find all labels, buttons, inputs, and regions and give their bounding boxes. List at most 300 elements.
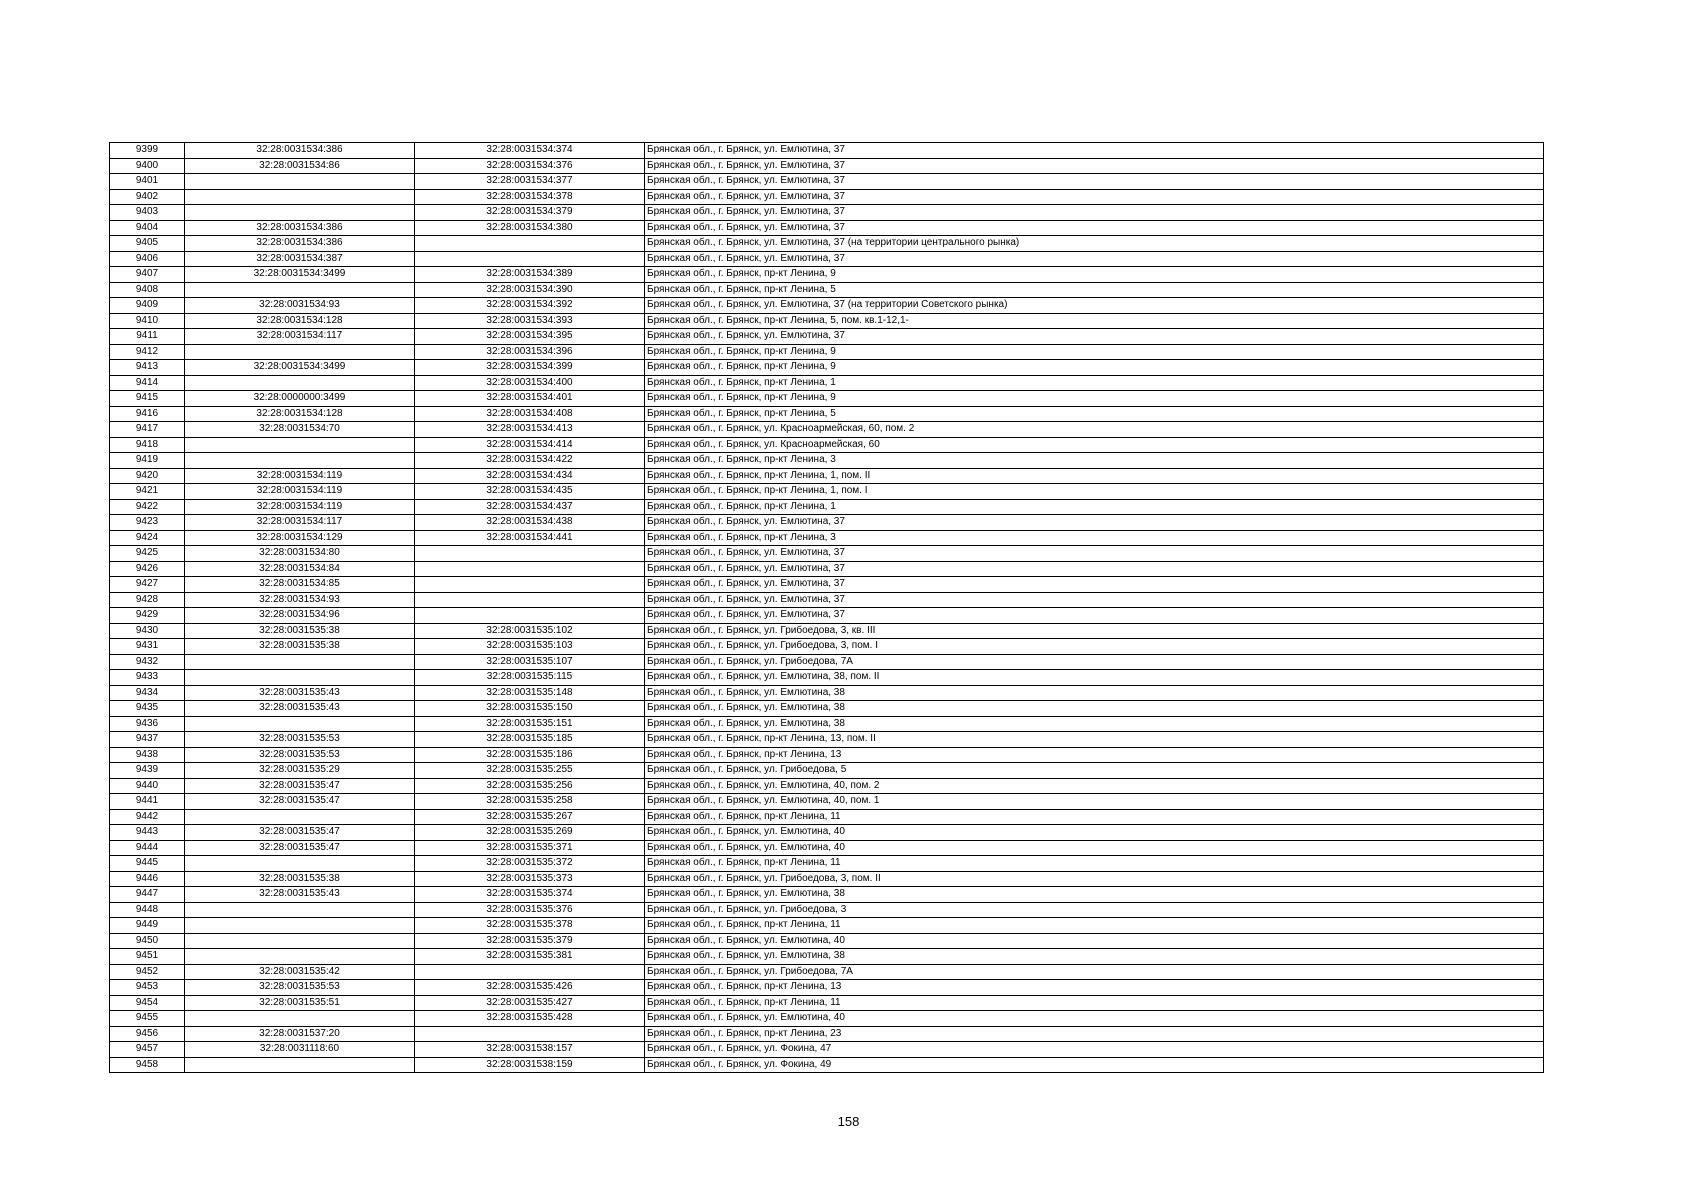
table-row: [110, 763, 1544, 779]
page-number: 158: [837, 1114, 860, 1129]
address-cell: Брянская обл., г. Брянск, ул. Емлютина, 37: [645, 158, 1544, 174]
row-number-cell: 9414: [110, 375, 185, 391]
object-cadastral-number-cell: 32:28:0031535:148: [415, 685, 645, 701]
table-row: [110, 623, 1544, 639]
address-cell: Брянская обл., г. Брянск, пр-кт Ленина, 5, пом. кв.1-12,1-: [645, 313, 1544, 329]
row-number-cell: 9433: [110, 670, 185, 686]
row-number-cell: 9406: [110, 251, 185, 267]
table-row: [110, 344, 1544, 360]
object-cadastral-number-cell: 32:28:0031534:434: [415, 468, 645, 484]
object-cadastral-number-cell: 32:28:0031535:150: [415, 701, 645, 717]
object-cadastral-number-cell: 32:28:0031538:159: [415, 1057, 645, 1073]
cadastral-number-cell: 32:28:0031118:60: [185, 1042, 415, 1058]
table-row: [110, 670, 1544, 686]
address-cell: Брянская обл., г. Брянск, ул. Емлютина, 40, пом. 2: [645, 778, 1544, 794]
object-cadastral-number-cell: 32:28:0031535:373: [415, 871, 645, 887]
row-number-cell: 9419: [110, 453, 185, 469]
row-number-cell: 9437: [110, 732, 185, 748]
address-cell: Брянская обл., г. Брянск, ул. Емлютина, 38: [645, 701, 1544, 717]
address-cell: Брянская обл., г. Брянск, пр-кт Ленина, 1, пом. I: [645, 484, 1544, 500]
address-cell: Брянская обл., г. Брянск, ул. Емлютина, 38: [645, 685, 1544, 701]
object-cadastral-number-cell: 32:28:0031538:157: [415, 1042, 645, 1058]
address-cell: Брянская обл., г. Брянск, ул. Грибоедова, 7А: [645, 964, 1544, 980]
address-cell: Брянская обл., г. Брянск, ул. Грибоедова, 3, кв. III: [645, 623, 1544, 639]
address-cell: Брянская обл., г. Брянск, ул. Емлютина, 38: [645, 887, 1544, 903]
row-number-cell: 9415: [110, 391, 185, 407]
cadastral-number-cell: [185, 205, 415, 221]
object-cadastral-number-cell: 32:28:0031535:186: [415, 747, 645, 763]
cadastral-number-cell: [185, 902, 415, 918]
address-cell: Брянская обл., г. Брянск, ул. Емлютина, 37: [645, 143, 1544, 159]
address-cell: Брянская обл., г. Брянск, ул. Емлютина, 37: [645, 189, 1544, 205]
object-cadastral-number-cell: 32:28:0031534:377: [415, 174, 645, 190]
row-number-cell: 9402: [110, 189, 185, 205]
table-row: [110, 499, 1544, 515]
table-row: [110, 360, 1544, 376]
row-number-cell: 9438: [110, 747, 185, 763]
row-number-cell: 9449: [110, 918, 185, 934]
object-cadastral-number-cell: 32:28:0031534:399: [415, 360, 645, 376]
object-cadastral-number-cell: [415, 561, 645, 577]
cadastral-number-cell: 32:28:0031535:53: [185, 732, 415, 748]
address-cell: Брянская обл., г. Брянск, ул. Емлютина, 37 (на территории центрального рынка): [645, 236, 1544, 252]
cadastral-number-cell: 32:28:0031534:93: [185, 298, 415, 314]
table-row: [110, 561, 1544, 577]
table-row: [110, 267, 1544, 283]
cadastral-number-cell: [185, 453, 415, 469]
address-cell: Брянская обл., г. Брянск, пр-кт Ленина, 1: [645, 375, 1544, 391]
object-cadastral-number-cell: 32:28:0031535:381: [415, 949, 645, 965]
object-cadastral-number-cell: 32:28:0031535:427: [415, 995, 645, 1011]
object-cadastral-number-cell: [415, 251, 645, 267]
table-row: [110, 515, 1544, 531]
object-cadastral-number-cell: 32:28:0031535:102: [415, 623, 645, 639]
row-number-cell: 9439: [110, 763, 185, 779]
table-row: [110, 840, 1544, 856]
row-number-cell: 9458: [110, 1057, 185, 1073]
cadastral-number-cell: 32:28:0031534:70: [185, 422, 415, 438]
object-cadastral-number-cell: 32:28:0031535:428: [415, 1011, 645, 1027]
cadastral-number-cell: 32:28:0031534:85: [185, 577, 415, 593]
row-number-cell: 9425: [110, 546, 185, 562]
cadastral-number-cell: 32:28:0031534:119: [185, 499, 415, 515]
row-number-cell: 9452: [110, 964, 185, 980]
table-row: [110, 995, 1544, 1011]
object-cadastral-number-cell: 32:28:0031534:396: [415, 344, 645, 360]
object-cadastral-number-cell: 32:28:0031535:107: [415, 654, 645, 670]
address-cell: Брянская обл., г. Брянск, пр-кт Ленина, 13: [645, 747, 1544, 763]
cadastral-number-cell: 32:28:0031535:47: [185, 794, 415, 810]
row-number-cell: 9401: [110, 174, 185, 190]
table-row: [110, 732, 1544, 748]
cadastral-number-cell: 32:28:0031534:119: [185, 484, 415, 500]
object-cadastral-number-cell: 32:28:0031534:374: [415, 143, 645, 159]
object-cadastral-number-cell: 32:28:0031534:441: [415, 530, 645, 546]
object-cadastral-number-cell: 32:28:0031534:395: [415, 329, 645, 345]
table-row: [110, 391, 1544, 407]
address-cell: Брянская обл., г. Брянск, пр-кт Ленина, 9: [645, 391, 1544, 407]
table-row: [110, 406, 1544, 422]
row-number-cell: 9457: [110, 1042, 185, 1058]
row-number-cell: 9431: [110, 639, 185, 655]
row-number-cell: 9429: [110, 608, 185, 624]
address-cell: Брянская обл., г. Брянск, пр-кт Ленина, 23: [645, 1026, 1544, 1042]
object-cadastral-number-cell: 32:28:0031534:393: [415, 313, 645, 329]
table-row: [110, 422, 1544, 438]
address-cell: Брянская обл., г. Брянск, ул. Емлютина, 40, пом. 1: [645, 794, 1544, 810]
table-row: [110, 530, 1544, 546]
row-number-cell: 9455: [110, 1011, 185, 1027]
object-cadastral-number-cell: 32:28:0031534:380: [415, 220, 645, 236]
row-number-cell: 9412: [110, 344, 185, 360]
cadastral-number-cell: [185, 918, 415, 934]
cadastral-number-cell: 32:28:0031534:117: [185, 515, 415, 531]
cadastral-number-cell: [185, 670, 415, 686]
address-cell: Брянская обл., г. Брянск, пр-кт Ленина, 1: [645, 499, 1544, 515]
cadastral-number-cell: 32:28:0031535:51: [185, 995, 415, 1011]
table-row: [110, 437, 1544, 453]
object-cadastral-number-cell: 32:28:0031534:408: [415, 406, 645, 422]
row-number-cell: 9434: [110, 685, 185, 701]
row-number-cell: 9405: [110, 236, 185, 252]
row-number-cell: 9427: [110, 577, 185, 593]
cadastral-number-cell: 32:28:0000000:3499: [185, 391, 415, 407]
object-cadastral-number-cell: 32:28:0031535:379: [415, 933, 645, 949]
table-row: [110, 205, 1544, 221]
cadastral-number-cell: [185, 716, 415, 732]
address-cell: Брянская обл., г. Брянск, ул. Емлютина, 40: [645, 1011, 1544, 1027]
address-cell: Брянская обл., г. Брянск, пр-кт Ленина, 11: [645, 995, 1544, 1011]
table-row: [110, 251, 1544, 267]
object-cadastral-number-cell: 32:28:0031535:374: [415, 887, 645, 903]
address-cell: Брянская обл., г. Брянск, ул. Фокина, 49: [645, 1057, 1544, 1073]
table-row: [110, 546, 1544, 562]
table-row: [110, 236, 1544, 252]
address-cell: Брянская обл., г. Брянск, ул. Грибоедова, 3: [645, 902, 1544, 918]
row-number-cell: 9445: [110, 856, 185, 872]
table-row: [110, 484, 1544, 500]
cadastral-number-cell: 32:28:0031534:96: [185, 608, 415, 624]
row-number-cell: 9432: [110, 654, 185, 670]
cadastral-number-cell: 32:28:0031534:386: [185, 143, 415, 159]
address-cell: Брянская обл., г. Брянск, ул. Емлютина, 40: [645, 933, 1544, 949]
address-cell: Брянская обл., г. Брянск, ул. Грибоедова, 3, пом. II: [645, 871, 1544, 887]
cadastral-number-cell: 32:28:0031534:387: [185, 251, 415, 267]
table-row: [110, 654, 1544, 670]
table-row: [110, 158, 1544, 174]
cadastral-number-cell: 32:28:0031535:43: [185, 887, 415, 903]
row-number-cell: 9436: [110, 716, 185, 732]
table-row: [110, 329, 1544, 345]
object-cadastral-number-cell: 32:28:0031535:376: [415, 902, 645, 918]
row-number-cell: 9408: [110, 282, 185, 298]
cadastral-number-cell: 32:28:0031535:53: [185, 747, 415, 763]
object-cadastral-number-cell: 32:28:0031534:378: [415, 189, 645, 205]
address-cell: Брянская обл., г. Брянск, ул. Емлютина, 37: [645, 251, 1544, 267]
row-number-cell: 9456: [110, 1026, 185, 1042]
table-row: [110, 871, 1544, 887]
object-cadastral-number-cell: 32:28:0031535:372: [415, 856, 645, 872]
cadastral-number-cell: [185, 654, 415, 670]
address-cell: Брянская обл., г. Брянск, ул. Емлютина, 37: [645, 608, 1544, 624]
address-cell: Брянская обл., г. Брянск, ул. Грибоедова, 7А: [645, 654, 1544, 670]
cadastral-number-cell: 32:28:0031535:38: [185, 871, 415, 887]
row-number-cell: 9444: [110, 840, 185, 856]
cadastral-number-cell: 32:28:0031535:43: [185, 685, 415, 701]
table-row: [110, 902, 1544, 918]
row-number-cell: 9422: [110, 499, 185, 515]
cadastral-number-cell: [185, 174, 415, 190]
address-cell: Брянская обл., г. Брянск, пр-кт Ленина, 9: [645, 344, 1544, 360]
object-cadastral-number-cell: [415, 546, 645, 562]
object-cadastral-number-cell: [415, 592, 645, 608]
object-cadastral-number-cell: 32:28:0031534:392: [415, 298, 645, 314]
object-cadastral-number-cell: 32:28:0031534:390: [415, 282, 645, 298]
row-number-cell: 9446: [110, 871, 185, 887]
table-row: [110, 716, 1544, 732]
cadastral-number-cell: [185, 856, 415, 872]
row-number-cell: 9435: [110, 701, 185, 717]
row-number-cell: 9424: [110, 530, 185, 546]
table-row: [110, 778, 1544, 794]
row-number-cell: 9420: [110, 468, 185, 484]
row-number-cell: 9410: [110, 313, 185, 329]
object-cadastral-number-cell: 32:28:0031534:376: [415, 158, 645, 174]
address-cell: Брянская обл., г. Брянск, ул. Емлютина, 37: [645, 205, 1544, 221]
object-cadastral-number-cell: 32:28:0031534:413: [415, 422, 645, 438]
address-cell: Брянская обл., г. Брянск, ул. Емлютина, 38: [645, 716, 1544, 732]
object-cadastral-number-cell: 32:28:0031534:438: [415, 515, 645, 531]
object-cadastral-number-cell: 32:28:0031535:255: [415, 763, 645, 779]
address-cell: Брянская обл., г. Брянск, пр-кт Ленина, 3: [645, 453, 1544, 469]
cadastral-number-cell: [185, 949, 415, 965]
cadastral-number-cell: 32:28:0031535:43: [185, 701, 415, 717]
cadastral-number-cell: 32:28:0031534:84: [185, 561, 415, 577]
address-cell: Брянская обл., г. Брянск, ул. Емлютина, 37 (на территории Советского рынка): [645, 298, 1544, 314]
table-row: [110, 1026, 1544, 1042]
row-number-cell: 9447: [110, 887, 185, 903]
cadastral-number-cell: 32:28:0031535:38: [185, 623, 415, 639]
row-number-cell: 9400: [110, 158, 185, 174]
table-row: [110, 794, 1544, 810]
row-number-cell: 9418: [110, 437, 185, 453]
table-row: [110, 949, 1544, 965]
address-cell: Брянская обл., г. Брянск, пр-кт Ленина, 3: [645, 530, 1544, 546]
table-row: [110, 701, 1544, 717]
cadastral-number-cell: 32:28:0031535:38: [185, 639, 415, 655]
address-cell: Брянская обл., г. Брянск, пр-кт Ленина, 13: [645, 980, 1544, 996]
row-number-cell: 9416: [110, 406, 185, 422]
object-cadastral-number-cell: [415, 236, 645, 252]
table-row: [110, 856, 1544, 872]
cadastral-number-cell: 32:28:0031535:47: [185, 778, 415, 794]
cadastral-number-cell: 32:28:0031534:129: [185, 530, 415, 546]
address-cell: Брянская обл., г. Брянск, ул. Емлютина, 37: [645, 174, 1544, 190]
table-row: [110, 577, 1544, 593]
address-cell: Брянская обл., г. Брянск, ул. Емлютина, 37: [645, 592, 1544, 608]
table-row: [110, 189, 1544, 205]
address-cell: Брянская обл., г. Брянск, ул. Емлютина, 37: [645, 561, 1544, 577]
table-row: [110, 747, 1544, 763]
address-cell: Брянская обл., г. Брянск, ул. Емлютина, 38: [645, 949, 1544, 965]
object-cadastral-number-cell: 32:28:0031534:437: [415, 499, 645, 515]
cadastral-number-cell: 32:28:0031534:128: [185, 406, 415, 422]
cadastral-number-cell: 32:28:0031534:93: [185, 592, 415, 608]
row-number-cell: 9450: [110, 933, 185, 949]
address-cell: Брянская обл., г. Брянск, пр-кт Ленина, 5: [645, 282, 1544, 298]
object-cadastral-number-cell: 32:28:0031534:422: [415, 453, 645, 469]
address-cell: Брянская обл., г. Брянск, ул. Грибоедова, 3, пом. I: [645, 639, 1544, 655]
table-row: [110, 1042, 1544, 1058]
cadastral-number-cell: [185, 437, 415, 453]
object-cadastral-number-cell: 32:28:0031534:414: [415, 437, 645, 453]
object-cadastral-number-cell: [415, 964, 645, 980]
object-cadastral-number-cell: 32:28:0031535:115: [415, 670, 645, 686]
cadastral-number-cell: [185, 809, 415, 825]
table-row: [110, 639, 1544, 655]
row-number-cell: 9441: [110, 794, 185, 810]
object-cadastral-number-cell: 32:28:0031535:378: [415, 918, 645, 934]
object-cadastral-number-cell: 32:28:0031535:371: [415, 840, 645, 856]
row-number-cell: 9451: [110, 949, 185, 965]
table-row: [110, 174, 1544, 190]
object-cadastral-number-cell: 32:28:0031535:103: [415, 639, 645, 655]
cadastral-number-cell: [185, 344, 415, 360]
cadastral-number-cell: [185, 282, 415, 298]
row-number-cell: 9421: [110, 484, 185, 500]
address-cell: Брянская обл., г. Брянск, ул. Емлютина, 37: [645, 515, 1544, 531]
table-row: [110, 592, 1544, 608]
address-cell: Брянская обл., г. Брянск, пр-кт Ленина, 11: [645, 918, 1544, 934]
address-cell: Брянская обл., г. Брянск, пр-кт Ленина, 9: [645, 267, 1544, 283]
cadastral-number-cell: 32:28:0031534:119: [185, 468, 415, 484]
cadastral-number-cell: 32:28:0031534:80: [185, 546, 415, 562]
cadastral-number-cell: 32:28:0031537:20: [185, 1026, 415, 1042]
table-row: [110, 809, 1544, 825]
registry-table-body: [110, 143, 1544, 1073]
address-cell: Брянская обл., г. Брянск, ул. Грибоедова, 5: [645, 763, 1544, 779]
row-number-cell: 9403: [110, 205, 185, 221]
table-row: [110, 282, 1544, 298]
address-cell: Брянская обл., г. Брянск, пр-кт Ленина, 5: [645, 406, 1544, 422]
cadastral-number-cell: [185, 933, 415, 949]
address-cell: Брянская обл., г. Брянск, ул. Емлютина, 38, пом. II: [645, 670, 1544, 686]
object-cadastral-number-cell: 32:28:0031535:185: [415, 732, 645, 748]
table-row: [110, 220, 1544, 236]
address-cell: Брянская обл., г. Брянск, ул. Красноармейская, 60, пом. 2: [645, 422, 1544, 438]
row-number-cell: 9428: [110, 592, 185, 608]
row-number-cell: 9453: [110, 980, 185, 996]
address-cell: Брянская обл., г. Брянск, ул. Красноармейская, 60: [645, 437, 1544, 453]
cadastral-number-cell: 32:28:0031535:42: [185, 964, 415, 980]
address-cell: Брянская обл., г. Брянск, ул. Емлютина, 37: [645, 329, 1544, 345]
table-row: [110, 1057, 1544, 1073]
object-cadastral-number-cell: 32:28:0031534:401: [415, 391, 645, 407]
row-number-cell: 9411: [110, 329, 185, 345]
table-row: [110, 143, 1544, 159]
table-row: [110, 375, 1544, 391]
row-number-cell: 9417: [110, 422, 185, 438]
row-number-cell: 9440: [110, 778, 185, 794]
address-cell: Брянская обл., г. Брянск, пр-кт Ленина, 1, пом. II: [645, 468, 1544, 484]
row-number-cell: 9442: [110, 809, 185, 825]
cadastral-number-cell: 32:28:0031534:86: [185, 158, 415, 174]
object-cadastral-number-cell: 32:28:0031534:400: [415, 375, 645, 391]
row-number-cell: 9423: [110, 515, 185, 531]
cadastral-number-cell: 32:28:0031535:47: [185, 840, 415, 856]
row-number-cell: 9430: [110, 623, 185, 639]
cadastral-number-cell: [185, 1057, 415, 1073]
object-cadastral-number-cell: 32:28:0031535:426: [415, 980, 645, 996]
table-row: [110, 468, 1544, 484]
table-row: [110, 453, 1544, 469]
table-row: [110, 1011, 1544, 1027]
object-cadastral-number-cell: 32:28:0031534:435: [415, 484, 645, 500]
registry-table: [109, 142, 1544, 1073]
cadastral-number-cell: [185, 375, 415, 391]
object-cadastral-number-cell: [415, 577, 645, 593]
address-cell: Брянская обл., г. Брянск, пр-кт Ленина, 11: [645, 809, 1544, 825]
table-row: [110, 608, 1544, 624]
table-row: [110, 825, 1544, 841]
table-row: [110, 933, 1544, 949]
cadastral-number-cell: 32:28:0031535:47: [185, 825, 415, 841]
row-number-cell: 9454: [110, 995, 185, 1011]
row-number-cell: 9448: [110, 902, 185, 918]
address-cell: Брянская обл., г. Брянск, ул. Емлютина, 40: [645, 840, 1544, 856]
row-number-cell: 9413: [110, 360, 185, 376]
table-row: [110, 298, 1544, 314]
object-cadastral-number-cell: [415, 1026, 645, 1042]
row-number-cell: 9409: [110, 298, 185, 314]
object-cadastral-number-cell: 32:28:0031535:269: [415, 825, 645, 841]
address-cell: Брянская обл., г. Брянск, ул. Фокина, 47: [645, 1042, 1544, 1058]
table-row: [110, 313, 1544, 329]
cadastral-number-cell: 32:28:0031535:53: [185, 980, 415, 996]
row-number-cell: 9407: [110, 267, 185, 283]
cadastral-number-cell: 32:28:0031534:3499: [185, 360, 415, 376]
object-cadastral-number-cell: 32:28:0031535:258: [415, 794, 645, 810]
address-cell: Брянская обл., г. Брянск, пр-кт Ленина, 9: [645, 360, 1544, 376]
table-row: [110, 980, 1544, 996]
cadastral-number-cell: [185, 1011, 415, 1027]
row-number-cell: 9443: [110, 825, 185, 841]
object-cadastral-number-cell: 32:28:0031534:389: [415, 267, 645, 283]
cadastral-number-cell: 32:28:0031534:117: [185, 329, 415, 345]
table-row: [110, 685, 1544, 701]
object-cadastral-number-cell: 32:28:0031535:267: [415, 809, 645, 825]
object-cadastral-number-cell: 32:28:0031535:151: [415, 716, 645, 732]
cadastral-number-cell: 32:28:0031534:386: [185, 220, 415, 236]
address-cell: Брянская обл., г. Брянск, ул. Емлютина, 40: [645, 825, 1544, 841]
cadastral-number-cell: 32:28:0031534:386: [185, 236, 415, 252]
table-row: [110, 887, 1544, 903]
address-cell: Брянская обл., г. Брянск, ул. Емлютина, 37: [645, 577, 1544, 593]
object-cadastral-number-cell: 32:28:0031534:379: [415, 205, 645, 221]
cadastral-number-cell: [185, 189, 415, 205]
row-number-cell: 9404: [110, 220, 185, 236]
cadastral-number-cell: 32:28:0031534:128: [185, 313, 415, 329]
object-cadastral-number-cell: [415, 608, 645, 624]
cadastral-number-cell: 32:28:0031534:3499: [185, 267, 415, 283]
address-cell: Брянская обл., г. Брянск, ул. Емлютина, 37: [645, 220, 1544, 236]
table-row: [110, 964, 1544, 980]
address-cell: Брянская обл., г. Брянск, пр-кт Ленина, 11: [645, 856, 1544, 872]
address-cell: Брянская обл., г. Брянск, ул. Емлютина, 37: [645, 546, 1544, 562]
row-number-cell: 9426: [110, 561, 185, 577]
cadastral-number-cell: 32:28:0031535:29: [185, 763, 415, 779]
table-row: [110, 918, 1544, 934]
